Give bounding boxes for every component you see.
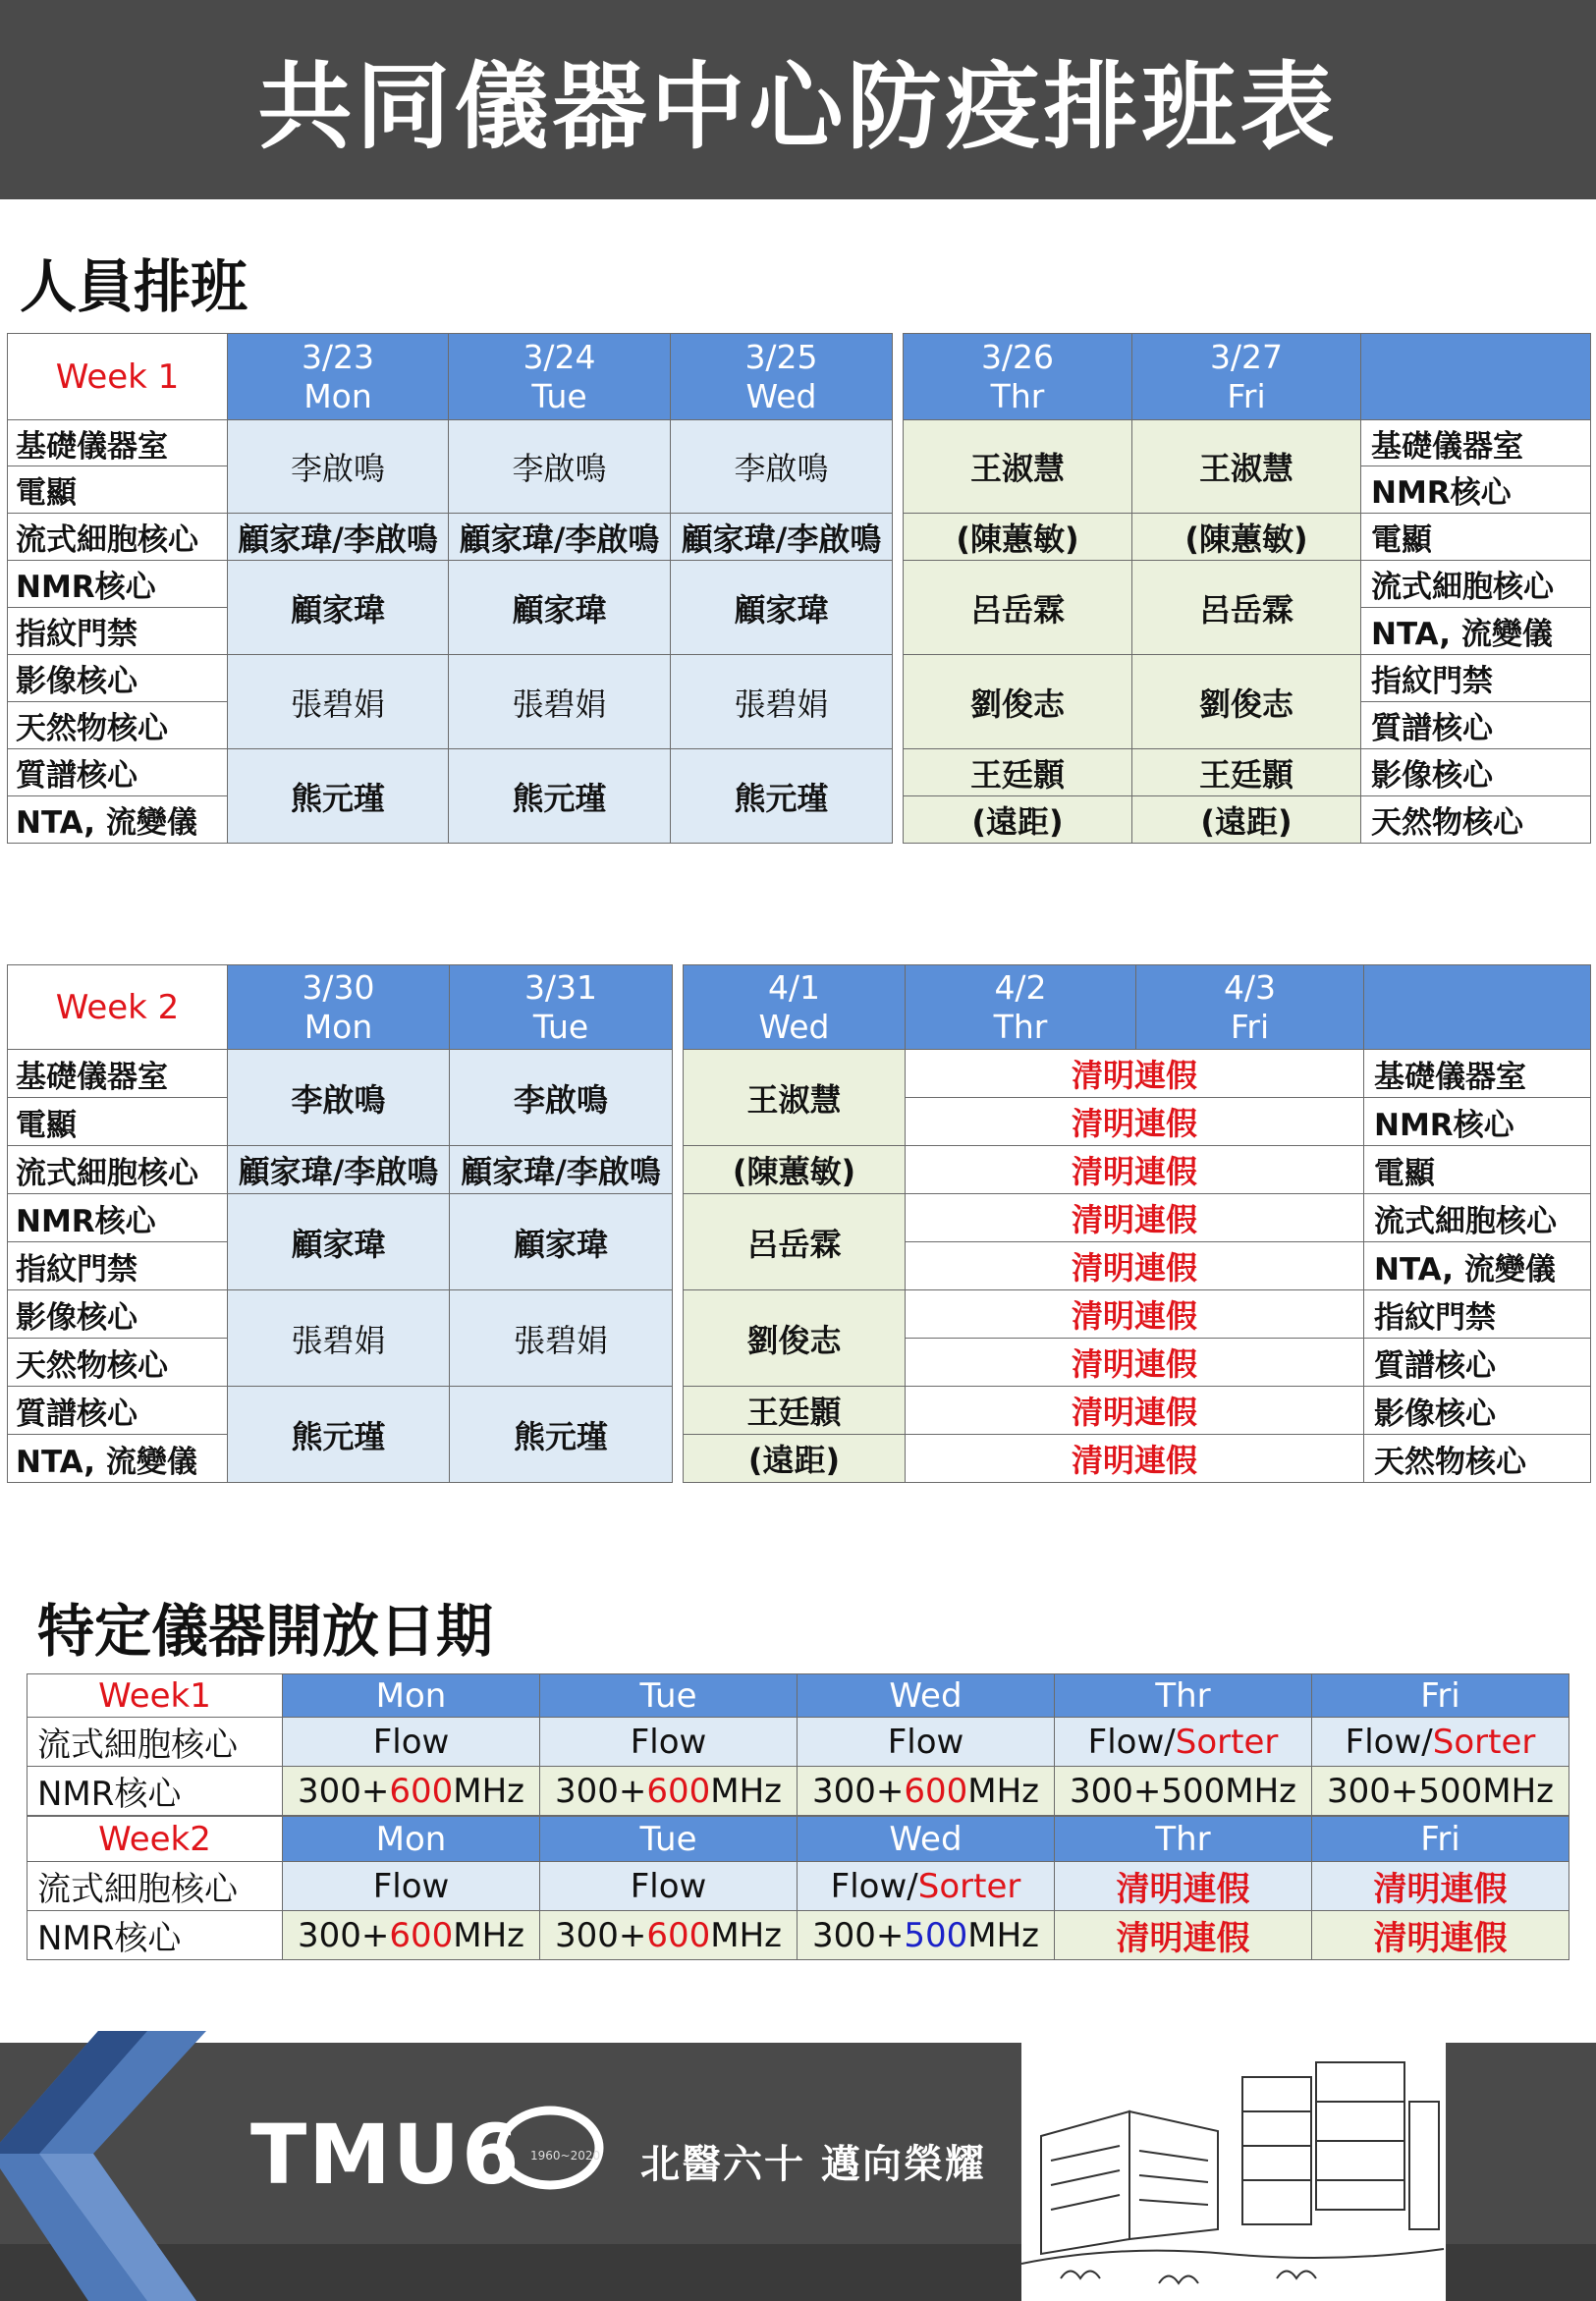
staff-cell: 李啟鳴 xyxy=(228,1050,450,1146)
staff-cell: 顧家瑋/李啟鳴 xyxy=(228,1146,450,1194)
unit-label: 基礎儀器室 xyxy=(1364,1050,1591,1098)
section-title-staff: 人員排班 xyxy=(20,253,248,320)
holiday-cell: 清明連假 xyxy=(906,1098,1364,1146)
row-label: 流式細胞核心 xyxy=(28,1862,283,1911)
staff-cell: 顧家瑋 xyxy=(449,561,671,655)
staff-cell: 王廷顥 xyxy=(904,749,1132,796)
staff-cell: 王淑慧 xyxy=(904,420,1132,514)
day-header: Fri xyxy=(1312,1817,1569,1862)
staff-cell: 顧家瑋/李啟鳴 xyxy=(228,514,449,561)
brand-logo-text: TMU6 xyxy=(250,2107,522,2203)
nmr-cell: 300+600MHz xyxy=(283,1767,540,1816)
holiday-cell: 清明連假 xyxy=(1312,1862,1569,1911)
unit-label: NTA, 流變儀 xyxy=(8,1435,228,1483)
unit-label: NTA, 流變儀 xyxy=(8,796,228,844)
staff-cell: 顧家瑋/李啟鳴 xyxy=(671,514,893,561)
unit-label: 電顯 xyxy=(8,466,228,514)
unit-label: NTA, 流變儀 xyxy=(1361,608,1591,655)
week-label: Week1 xyxy=(28,1674,283,1718)
day-header: 3/25 Wed xyxy=(671,334,893,420)
staff-cell: 熊元瑾 xyxy=(449,749,671,844)
unit-label: 影像核心 xyxy=(1364,1387,1591,1435)
staff-cell: (遠距) xyxy=(904,796,1132,844)
day-header: 3/31 Tue xyxy=(450,965,673,1050)
sixty-ring-icon xyxy=(496,2104,604,2192)
instrument-week2-table xyxy=(27,1816,1569,1960)
day-header: 4/1 Wed xyxy=(684,965,906,1050)
staff-cell: 劉俊志 xyxy=(684,1290,906,1387)
week1-schedule-right xyxy=(903,333,1591,844)
chevron-logo-icon xyxy=(0,2031,226,2301)
unit-label: 影像核心 xyxy=(8,1290,228,1339)
day-header: 3/27 Fri xyxy=(1132,334,1361,420)
staff-cell: 顧家瑋/李啟鳴 xyxy=(450,1146,673,1194)
day-header: 3/23 Mon xyxy=(228,334,449,420)
unit-label: 天然物核心 xyxy=(8,1339,228,1387)
unit-label: 電顯 xyxy=(1364,1146,1591,1194)
staff-cell: 顧家瑋 xyxy=(228,561,449,655)
staff-cell: 顧家瑋/李啟鳴 xyxy=(449,514,671,561)
day-header: 3/30 Mon xyxy=(228,965,450,1050)
flow-sorter-cell: Flow/Sorter xyxy=(1312,1718,1569,1767)
unit-label: NTA, 流變儀 xyxy=(1364,1242,1591,1290)
staff-cell: (陳蕙敏) xyxy=(684,1146,906,1194)
nmr-cell: 300+500MHz xyxy=(1055,1767,1312,1816)
unit-label: 指紋門禁 xyxy=(1361,655,1591,702)
flow-sorter-cell: Flow/Sorter xyxy=(798,1862,1055,1911)
brand-years: 1960~2020 xyxy=(530,2149,601,2163)
unit-label: 天然物核心 xyxy=(8,702,228,749)
unit-label: NMR核心 xyxy=(8,1194,228,1242)
brand-slogan: 北醫六十 邁向榮耀 xyxy=(640,2142,986,2187)
holiday-cell: 清明連假 xyxy=(906,1387,1364,1435)
staff-cell: 張碧娟 xyxy=(671,655,893,749)
staff-cell: 熊元瑾 xyxy=(228,749,449,844)
staff-cell: 王淑慧 xyxy=(684,1050,906,1146)
unit-label: 指紋門禁 xyxy=(1364,1290,1591,1339)
staff-cell: 劉俊志 xyxy=(904,655,1132,749)
unit-label: 基礎儀器室 xyxy=(8,420,228,466)
day-header: 3/26 Thr xyxy=(904,334,1132,420)
unit-label: 基礎儀器室 xyxy=(1361,420,1591,466)
nmr-cell: 300+600MHz xyxy=(798,1767,1055,1816)
staff-cell: 張碧娟 xyxy=(449,655,671,749)
day-header-blank xyxy=(1364,965,1591,1050)
staff-cell: 王淑慧 xyxy=(1132,420,1361,514)
staff-cell: 熊元瑾 xyxy=(671,749,893,844)
holiday-cell: 清明連假 xyxy=(906,1050,1364,1098)
unit-label: 流式細胞核心 xyxy=(8,1146,228,1194)
unit-label: NMR核心 xyxy=(1361,466,1591,514)
unit-label: 流式細胞核心 xyxy=(8,514,228,561)
staff-cell: 顧家瑋 xyxy=(228,1194,450,1290)
unit-label: 電顯 xyxy=(8,1098,228,1146)
unit-label: 天然物核心 xyxy=(1361,796,1591,844)
unit-label: 質譜核心 xyxy=(8,749,228,796)
holiday-cell: 清明連假 xyxy=(906,1290,1364,1339)
holiday-cell: 清明連假 xyxy=(906,1146,1364,1194)
row-label: NMR核心 xyxy=(28,1911,283,1960)
staff-cell: (遠距) xyxy=(684,1435,906,1483)
flow-cell: Flow xyxy=(283,1718,540,1767)
flow-cell: Flow xyxy=(540,1718,798,1767)
row-label: 流式細胞核心 xyxy=(28,1718,283,1767)
week1-schedule-left xyxy=(7,333,893,844)
staff-cell: 顧家瑋 xyxy=(671,561,893,655)
day-header: Thr xyxy=(1055,1817,1312,1862)
staff-cell: 李啟鳴 xyxy=(671,420,893,514)
day-header: Mon xyxy=(283,1674,540,1718)
week-label: Week 2 xyxy=(8,965,228,1050)
day-header: Tue xyxy=(540,1674,798,1718)
staff-cell: (遠距) xyxy=(1132,796,1361,844)
week2-schedule-right xyxy=(683,964,1591,1483)
staff-cell: 熊元瑾 xyxy=(228,1387,450,1483)
staff-cell: 王廷顥 xyxy=(1132,749,1361,796)
unit-label: 質譜核心 xyxy=(8,1387,228,1435)
day-header: Mon xyxy=(283,1817,540,1862)
day-header: 4/2 Thr xyxy=(906,965,1136,1050)
staff-cell: 張碧娟 xyxy=(228,1290,450,1387)
flow-cell: Flow xyxy=(283,1862,540,1911)
day-header: Tue xyxy=(540,1817,798,1862)
unit-label: 影像核心 xyxy=(8,655,228,702)
staff-cell: 顧家瑋 xyxy=(450,1194,673,1290)
flow-sorter-cell: Flow/Sorter xyxy=(1055,1718,1312,1767)
week-label: Week 1 xyxy=(8,334,228,420)
day-header: Wed xyxy=(798,1817,1055,1862)
day-header: 3/24 Tue xyxy=(449,334,671,420)
instrument-week1-table xyxy=(27,1673,1569,1816)
nmr-cell: 300+600MHz xyxy=(540,1911,798,1960)
unit-label: 質譜核心 xyxy=(1364,1339,1591,1387)
nmr-cell: 300+500MHz xyxy=(798,1911,1055,1960)
staff-cell: 李啟鳴 xyxy=(228,420,449,514)
unit-label: 基礎儀器室 xyxy=(8,1050,228,1098)
day-header-blank xyxy=(1361,334,1591,420)
unit-label: 質譜核心 xyxy=(1361,702,1591,749)
holiday-cell: 清明連假 xyxy=(1055,1911,1312,1960)
staff-cell: 張碧娟 xyxy=(228,655,449,749)
unit-label: NMR核心 xyxy=(1364,1098,1591,1146)
staff-cell: (陳蕙敏) xyxy=(1132,514,1361,561)
holiday-cell: 清明連假 xyxy=(1055,1862,1312,1911)
staff-cell: 李啟鳴 xyxy=(450,1050,673,1146)
row-label: NMR核心 xyxy=(28,1767,283,1816)
page-title: 共同儀器中心防疫排班表 xyxy=(257,52,1339,162)
unit-label: 電顯 xyxy=(1361,514,1591,561)
staff-cell: 呂岳霖 xyxy=(684,1194,906,1290)
unit-label: NMR核心 xyxy=(8,561,228,608)
staff-cell: 劉俊志 xyxy=(1132,655,1361,749)
unit-label: 指紋門禁 xyxy=(8,608,228,655)
holiday-cell: 清明連假 xyxy=(906,1242,1364,1290)
campus-building-sketch xyxy=(1021,2043,1446,2301)
staff-cell: 熊元瑾 xyxy=(450,1387,673,1483)
staff-cell: 張碧娟 xyxy=(450,1290,673,1387)
unit-label: 指紋門禁 xyxy=(8,1242,228,1290)
holiday-cell: 清明連假 xyxy=(1312,1911,1569,1960)
day-header: Fri xyxy=(1312,1674,1569,1718)
staff-cell: 李啟鳴 xyxy=(449,420,671,514)
unit-label: 流式細胞核心 xyxy=(1361,561,1591,608)
unit-label: 天然物核心 xyxy=(1364,1435,1591,1483)
unit-label: 影像核心 xyxy=(1361,749,1591,796)
day-header: Wed xyxy=(798,1674,1055,1718)
holiday-cell: 清明連假 xyxy=(906,1194,1364,1242)
holiday-cell: 清明連假 xyxy=(906,1339,1364,1387)
nmr-cell: 300+500MHz xyxy=(1312,1767,1569,1816)
section-title-instruments: 特定儀器開放日期 xyxy=(37,1598,494,1665)
holiday-cell: 清明連假 xyxy=(906,1435,1364,1483)
flow-cell: Flow xyxy=(798,1718,1055,1767)
nmr-cell: 300+600MHz xyxy=(540,1767,798,1816)
day-header: 4/3 Fri xyxy=(1136,965,1364,1050)
staff-cell: 呂岳霖 xyxy=(1132,561,1361,655)
flow-cell: Flow xyxy=(540,1862,798,1911)
nmr-cell: 300+600MHz xyxy=(283,1911,540,1960)
staff-cell: 呂岳霖 xyxy=(904,561,1132,655)
staff-cell: 王廷顥 xyxy=(684,1387,906,1435)
week-label: Week2 xyxy=(28,1817,283,1862)
staff-cell: (陳蕙敏) xyxy=(904,514,1132,561)
week2-schedule-left xyxy=(7,964,673,1483)
day-header: Thr xyxy=(1055,1674,1312,1718)
unit-label: 流式細胞核心 xyxy=(1364,1194,1591,1242)
